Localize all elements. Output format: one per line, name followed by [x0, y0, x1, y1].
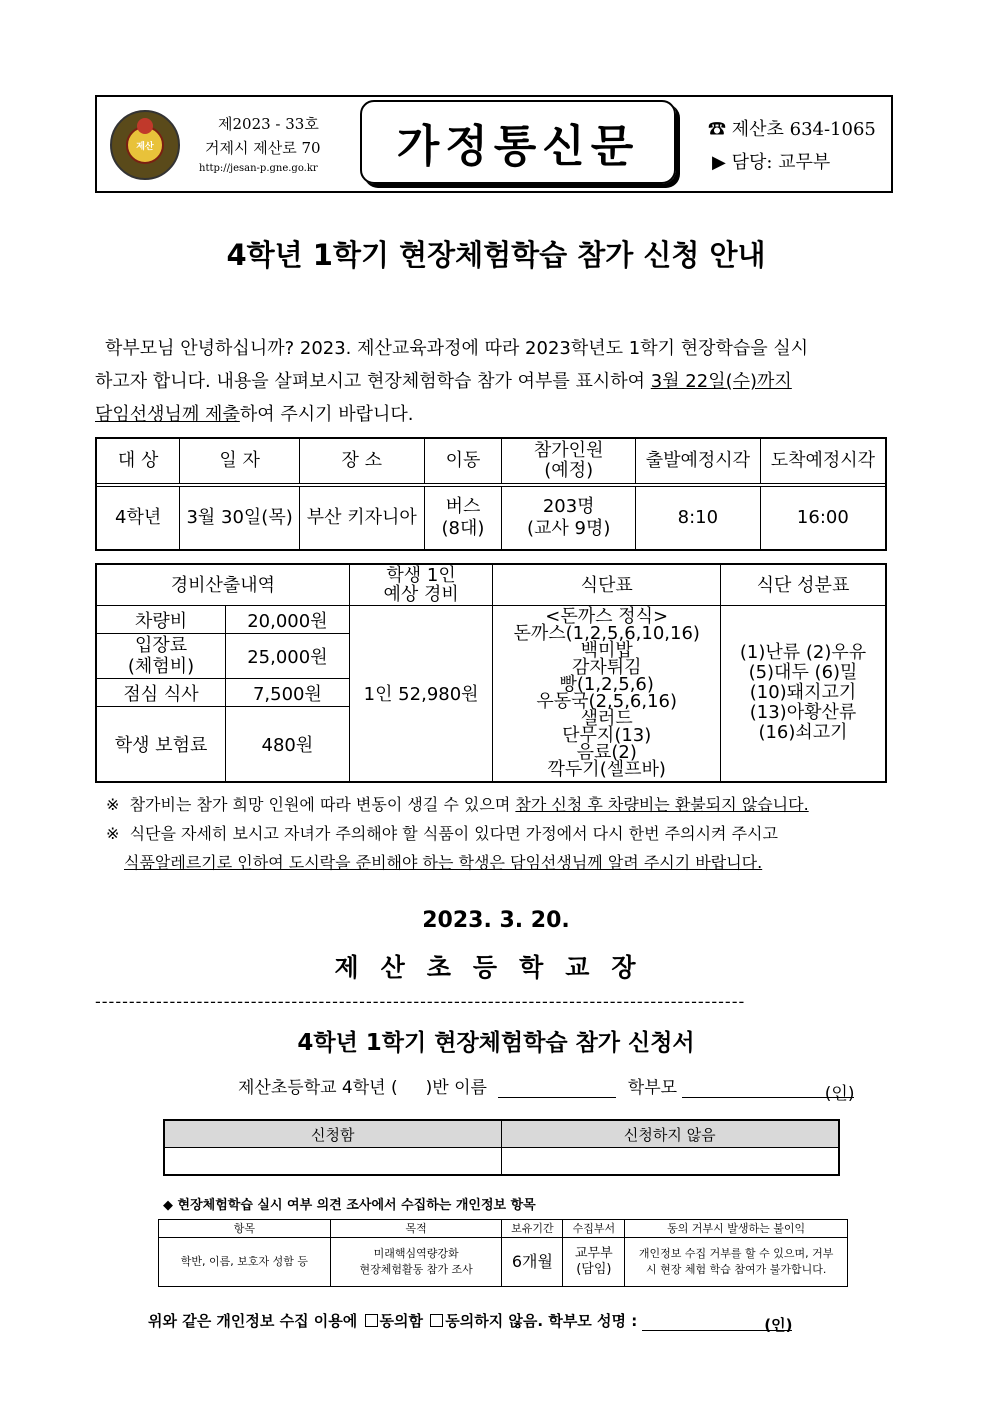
signature-label: 학부모 성명 :	[548, 1312, 638, 1330]
school-url[interactable]: http://jesan-p.gne.go.kr	[199, 163, 318, 174]
intro-line-2	[95, 365, 895, 398]
disagree-checkbox[interactable]	[430, 1314, 443, 1327]
table-cell: 16:00	[760, 487, 886, 551]
table-cell: 8:10	[636, 487, 761, 551]
table-cell: 버스 (8대)	[424, 487, 502, 551]
header-cell: 식단 성분표	[721, 564, 886, 606]
school-address: 거제시 제산로 70	[205, 139, 321, 157]
note-text: 식단을 자세히 보시고 자녀가 주의해야 할 식품이 있다면 가정에서 다시 한번 주의시켜 주시고	[129, 824, 778, 843]
note-mark: ※	[106, 824, 120, 843]
form-identity-line	[238, 1073, 855, 1104]
form-title: 4학년 1학기 현장체험학습 참가 신청서	[297, 1030, 695, 1056]
cost-item: 입장료 (체험비)	[96, 634, 226, 679]
header-cell: 동의 거부시 발생하는 불이익	[625, 1220, 848, 1238]
seal-mark: (인)	[764, 1316, 793, 1334]
issue-date: 2023. 3. 20.	[422, 908, 570, 933]
cost-amount: 480원	[226, 707, 350, 782]
apply-header: 신청함	[164, 1120, 501, 1148]
agree-label: 동의함	[379, 1312, 423, 1330]
refund-notice: 참가 신청 후 차량비는 환불되지 않습니다.	[515, 795, 809, 814]
allergen-list: (1)난류 (2)우유 (5)대두 (6)밀 (10)돼지고기 (13)아황산류 (16)쇠고기	[721, 606, 886, 782]
phone-icon: ☎	[708, 119, 726, 140]
agree-checkbox[interactable]	[365, 1314, 378, 1327]
note-1	[106, 791, 809, 819]
school-grade-label: 제산초등학교 4학년 (	[238, 1078, 398, 1098]
header-cell: 일 자	[180, 438, 300, 484]
signature-input[interactable]	[642, 1314, 793, 1334]
phone-text: 제산초 634-1065	[731, 119, 876, 140]
table-cell: 3월 30일(목)	[180, 487, 300, 551]
submit-to: 담임선생님께 제출	[95, 404, 240, 425]
header-cell: 목적	[330, 1220, 502, 1238]
name-label: )반 이름	[425, 1078, 487, 1098]
header-cell: 이동	[424, 438, 502, 484]
table-cell: 6개월	[502, 1238, 563, 1287]
consent-text: 위와 같은 개인정보 수집 이용에	[148, 1312, 358, 1330]
header-cell: 경비산출내역	[96, 564, 349, 606]
cost-amount: 25,000원	[226, 634, 350, 679]
school-logo	[110, 110, 180, 180]
header-cell	[502, 438, 636, 484]
table-cell: 미래핵심역량강화 현장체험활동 참가 조사	[330, 1238, 502, 1287]
table-cell: 교무부 (담임)	[563, 1238, 625, 1287]
deadline: 3월 22일(수)까지	[650, 371, 792, 392]
privacy-consent-line	[148, 1310, 793, 1334]
page-title: 4학년 1학기 현장체험학습 참가 신청 안내	[226, 238, 766, 272]
intro-text: 하여 주시기 바랍니다.	[239, 404, 414, 425]
cost-amount: 7,500원	[226, 679, 350, 707]
arrow-right-icon: ▶	[712, 152, 726, 173]
cost-amount: 20,000원	[226, 606, 350, 634]
header-cell: 수집부서	[563, 1220, 625, 1238]
dept-text: 담당: 교무부	[731, 152, 831, 173]
header-cell: 학생 1인 예상 경비	[349, 564, 493, 606]
header-cell: 항목	[159, 1220, 331, 1238]
principal-signature: 제산초등학교장	[334, 953, 658, 982]
header-cell: 도착예정시각	[760, 438, 886, 484]
parent-name-input[interactable]	[682, 1079, 855, 1104]
header-cell: 보유기간	[502, 1220, 563, 1238]
intro-line-1: 학부모님 안녕하십니까? 2023. 제산교육과정에 따라 2023학년도 1학기 현장학습을 실시	[105, 338, 809, 359]
intro-line-3	[95, 398, 895, 431]
header-cell: 장 소	[299, 438, 424, 484]
contact-dept	[712, 148, 830, 174]
contact-phone	[708, 115, 876, 141]
header-cell: 출발예정시각	[636, 438, 761, 484]
table-cell: 203명 (교사 9명)	[502, 487, 636, 551]
table-cell: 4학년	[96, 487, 180, 551]
seal-mark: (인)	[824, 1084, 855, 1104]
student-name-input[interactable]	[498, 1079, 616, 1098]
decline-checkbox-cell[interactable]	[501, 1148, 839, 1176]
apply-checkbox-cell[interactable]	[164, 1148, 501, 1176]
per-student-cost: 1인 52,980원	[349, 606, 493, 782]
note-text: 참가비는 참가 희망 인원에 따라 변동이 생길 수 있으며	[129, 795, 516, 814]
cost-item: 학생 보험료	[96, 707, 226, 782]
cost-item: 점심 식사	[96, 679, 226, 707]
header-cell: 대 상	[96, 438, 180, 484]
note-mark: ※	[106, 795, 120, 814]
table-cell: 개인정보 수집 거부를 할 수 있으며, 거부 시 현장 체험 학습 참여가 불가합니다.	[625, 1238, 848, 1287]
cost-table	[95, 563, 887, 783]
application-choice-table	[163, 1119, 840, 1176]
privacy-table	[158, 1219, 848, 1287]
note-2	[106, 820, 778, 848]
logo-text: 제산	[136, 142, 154, 152]
header-cell: 식단표	[493, 564, 721, 606]
table-cell: 부산 키자니아	[299, 487, 424, 551]
header-text: 참가인원 (예정)	[533, 440, 604, 481]
newsletter-title: 가정통신문	[360, 100, 676, 184]
schedule-table	[95, 437, 887, 551]
decline-header: 신청하지 않음	[501, 1120, 839, 1148]
disagree-label: 동의하지 않음.	[445, 1312, 544, 1330]
intro-text: 하고자 합니다. 내용을 살펴보시고 현장체험학습 참가 여부를 표시하여	[95, 371, 651, 392]
issue-number: 제2023 - 33호	[218, 115, 319, 133]
menu-list: <돈까스 정식> 돈까스(1,2,5,6,10,16) 백미밥 감자튀김 빵(1,2,5,6) 우동국(2,5,6,16) 샐러드 단무지(13) 음료(2) 깍두기(셀프바)	[493, 606, 721, 782]
table-cell: 학반, 이름, 보호자 성함 등	[159, 1238, 331, 1287]
note-2-cont: 식품알레르기로 인하여 도시락을 준비해야 하는 학생은 담임선생님께 알려 주시기 바랍니다.	[124, 853, 763, 872]
cost-item: 차량비	[96, 606, 226, 634]
parent-label: 학부모	[627, 1078, 678, 1098]
privacy-title: ◆ 현장체험학습 실시 여부 의견 조사에서 수집하는 개인정보 항목	[163, 1198, 536, 1213]
cut-line: ------------------------------------------------------------------------------------------------	[95, 992, 746, 1011]
